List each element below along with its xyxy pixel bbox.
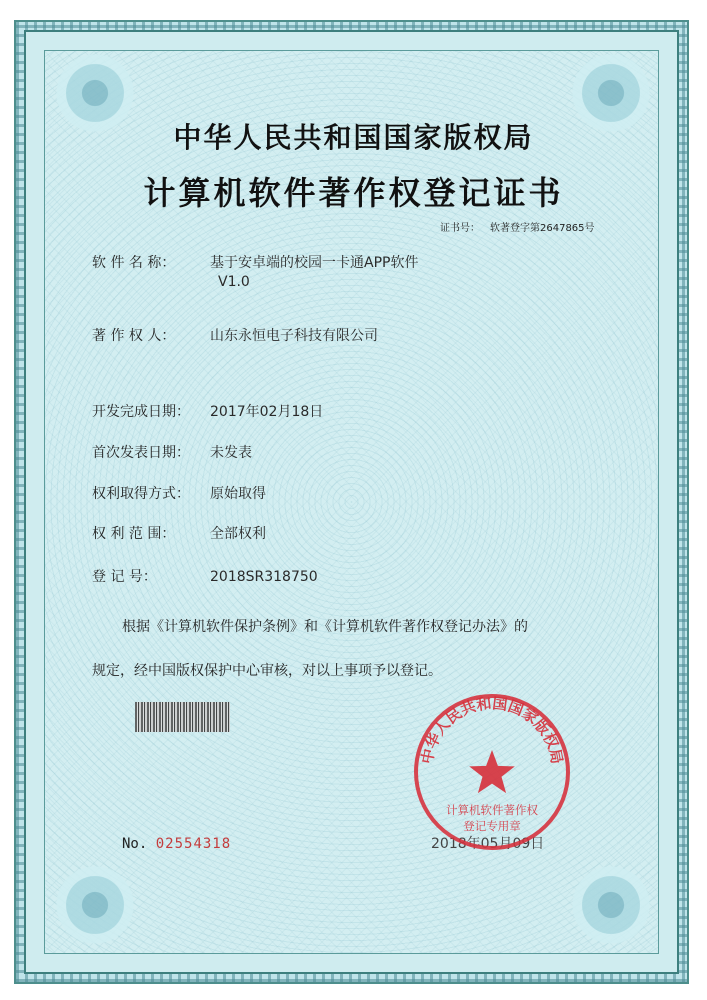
owner-value: 山东永恒电子科技有限公司 [210, 328, 378, 344]
serial-prefix: No. [122, 836, 148, 852]
seal-center-line-1: 计算机软件著作权 [446, 803, 538, 817]
official-seal [412, 692, 572, 852]
scope-label: 权 利 范 围： [92, 526, 176, 542]
statement-line-2: 规定，经中国版权保护中心审核，对以上事项予以登记。 [92, 663, 442, 679]
cert-no-value: 软著登字第2647865号 [490, 223, 595, 234]
field-acquire-method [92, 483, 266, 503]
seal-ring-text: 中华人民共和国国家版权局 [417, 694, 567, 766]
software-name-value: 基于安卓端的校园一卡通APP软件 [210, 255, 419, 271]
acquire-method-label: 权利取得方式： [92, 486, 190, 502]
statement-line-1: 根据《计算机软件保护条例》和《计算机软件著作权登记办法》的 [122, 619, 528, 635]
barcode [135, 702, 230, 732]
software-version: V1.0 [218, 274, 250, 290]
field-scope [92, 523, 266, 543]
field-software-name [92, 252, 418, 272]
serial-value: 02554318 [155, 836, 232, 852]
seal-star-icon [469, 750, 515, 793]
owner-label: 著 作 权 人： [92, 328, 176, 344]
cert-no-label: 证书号： [440, 223, 480, 234]
publish-date-label: 首次发表日期： [92, 445, 190, 461]
software-name-label: 软 件 名 称： [92, 255, 176, 271]
field-owner [92, 325, 378, 345]
reg-no-label: 登 记 号： [92, 569, 157, 585]
field-dev-date [92, 401, 323, 421]
publish-date-value: 未发表 [210, 445, 252, 461]
certificate-title: 计算机软件著作权登记证书 [143, 174, 564, 212]
issuer-title: 中华人民共和国国家版权局 [173, 121, 534, 154]
certificate-number [440, 219, 605, 234]
dev-date-label: 开发完成日期： [92, 404, 190, 420]
acquire-method-value: 原始取得 [210, 486, 266, 502]
field-publish-date [92, 442, 252, 462]
scope-value: 全部权利 [210, 526, 266, 542]
field-registration-number [92, 566, 318, 586]
serial-number [122, 836, 231, 852]
seal-center-line-2: 登记专用章 [463, 819, 521, 833]
reg-no-value: 2018SR318750 [210, 569, 318, 585]
corner-ornament-bottom-right [566, 860, 656, 950]
corner-ornament-bottom-left [50, 860, 140, 950]
dev-date-value: 2017年02月18日 [210, 404, 324, 420]
issue-date: 2018年05月09日 [431, 836, 545, 852]
